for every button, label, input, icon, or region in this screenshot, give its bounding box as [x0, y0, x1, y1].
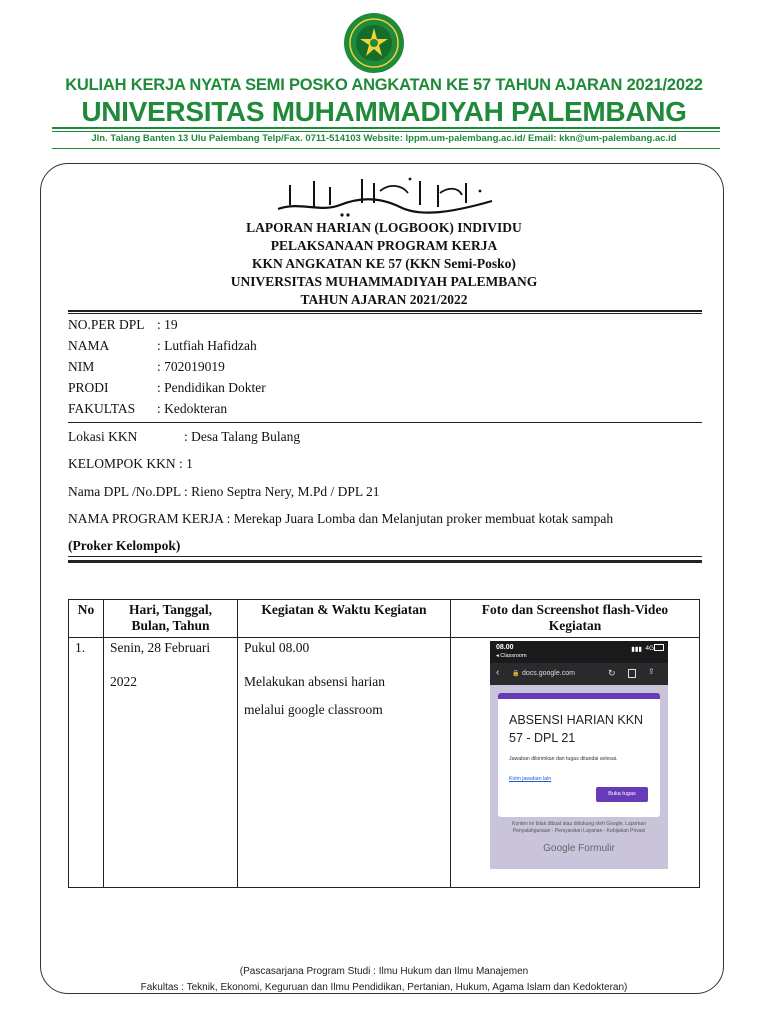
cell-activity: Pukul 08.00 Melakukan absensi harian melalui google classroom — [238, 638, 451, 888]
detail-dpl: Nama DPL /No.DPL : Rieno Septra Nery, M.Pd / DPL 21 — [68, 484, 380, 499]
university-logo — [343, 12, 405, 74]
identity-rule — [68, 422, 702, 423]
col-header-photo: Foto dan Screenshot flash-Video Kegiatan — [451, 600, 700, 638]
title-rule-thin — [68, 313, 702, 314]
title-line-2: PELAKSANAAN PROGRAM KERJA — [270, 238, 498, 253]
identity-nama: NAMA : Lutfiah Hafidzah — [68, 338, 257, 353]
header-divider-thin — [52, 131, 720, 132]
footer-line-2: Fakultas : Teknik, Ekonomi, Keguruan dan Ilmu Pendidikan, Pertanian, Hukum, Agama Islam dan Kedokteran) — [140, 982, 628, 993]
share-icon: ⇪ — [648, 667, 655, 676]
battery-icon — [654, 644, 664, 651]
col-header-date: Hari, Tanggal, Bulan, Tahun — [104, 600, 238, 638]
details-rule-thick — [68, 560, 702, 563]
detail-lokasi: Lokasi KKN : Desa Talang Bulang — [68, 429, 301, 444]
detail-program: NAMA PROGRAM KERJA : Merekap Juara Lomba dan Melanjutan proker membuat kotak sampah — [68, 511, 614, 526]
cell-date: Senin, 28 Februari 2022 — [104, 638, 238, 888]
basmalah-calligraphy — [270, 171, 500, 221]
header-bottom-rule — [52, 148, 720, 149]
header-university-name: UNIVERSITAS MUHAMMADIYAH PALEMBANG — [81, 96, 687, 127]
identity-prodi: PRODI : Pendidikan Dokter — [68, 380, 266, 395]
phone-status-bar: 08.00 ◂ Classroom ▮▮▮ 4G — [490, 641, 668, 663]
footer-line-1: (Pascasarjana Program Studi : Ilmu Hukum dan Ilmu Manajemen — [239, 966, 529, 977]
open-assignment-button[interactable]: Buka tugas — [596, 787, 648, 802]
header-divider — [52, 127, 720, 129]
title-line-1: LAPORAN HARIAN (LOGBOOK) INDIVIDU — [246, 220, 522, 235]
reload-icon: ↻ — [608, 668, 616, 678]
col-header-no: No — [69, 600, 104, 638]
form-message: Jawaban dikirimkan dan tugas ditandai selesai. — [509, 756, 618, 762]
screenshot-image — [490, 641, 668, 869]
bookmark-icon — [628, 669, 636, 678]
cell-no: 1. — [69, 638, 104, 888]
title-rule — [68, 310, 702, 312]
col-header-activity: Kegiatan & Waktu Kegiatan — [238, 600, 451, 638]
form-disclaimer: Konten ini tidak dibuat atau didukung oleh Google. Laporkan Penyalahgunaan - Persyaratan Layanan - Kebijakan Privasi Google Formulir — [490, 821, 668, 854]
title-line-4: UNIVERSITAS MUHAMMADIYAH PALEMBANG — [230, 274, 538, 289]
detail-kelompok: KELOMPOK KKN : 1 — [68, 456, 193, 471]
form-title: ABSENSI HARIAN KKN 57 - DPL 21 — [509, 713, 644, 745]
title-line-5: TAHUN AJARAN 2021/2022 — [300, 292, 468, 307]
header-program-title: KULIAH KERJA NYATA SEMI POSKO ANGKATAN KE 57 TAHUN AJARAN 2021/2022 — [65, 76, 703, 94]
header-address: Jln. Talang Banten 13 Ulu Palembang Telp/Fax. 0711-514103 Website: lppm.um-palembang.ac.id/ Email: kkn@um-palembang.ac.id — [91, 133, 677, 144]
back-arrow-icon: ‹ — [496, 667, 500, 678]
identity-nim: NIM : 702019019 — [68, 359, 225, 374]
phone-url-bar: ‹ 🔒 docs.google.com ↻ ⇪ — [490, 663, 668, 685]
details-rule — [68, 556, 702, 557]
lock-icon: 🔒 — [512, 671, 520, 677]
detail-program-cont: (Proker Kelompok) — [68, 538, 181, 553]
signal-icon: ▮▮▮ — [631, 646, 642, 653]
google-forms-brand: Google Formulir — [543, 843, 615, 854]
table-header-row — [69, 600, 700, 638]
identity-no-per-dpl: NO.PER DPL : 19 — [68, 317, 178, 332]
identity-fakultas: FAKULTAS : Kedokteran — [68, 401, 228, 416]
form-card — [498, 693, 660, 817]
title-line-3: KKN ANGKATAN KE 57 (KKN Semi-Posko) — [252, 256, 516, 271]
form-resubmit-link[interactable]: Kirim jawaban lain — [509, 776, 552, 782]
